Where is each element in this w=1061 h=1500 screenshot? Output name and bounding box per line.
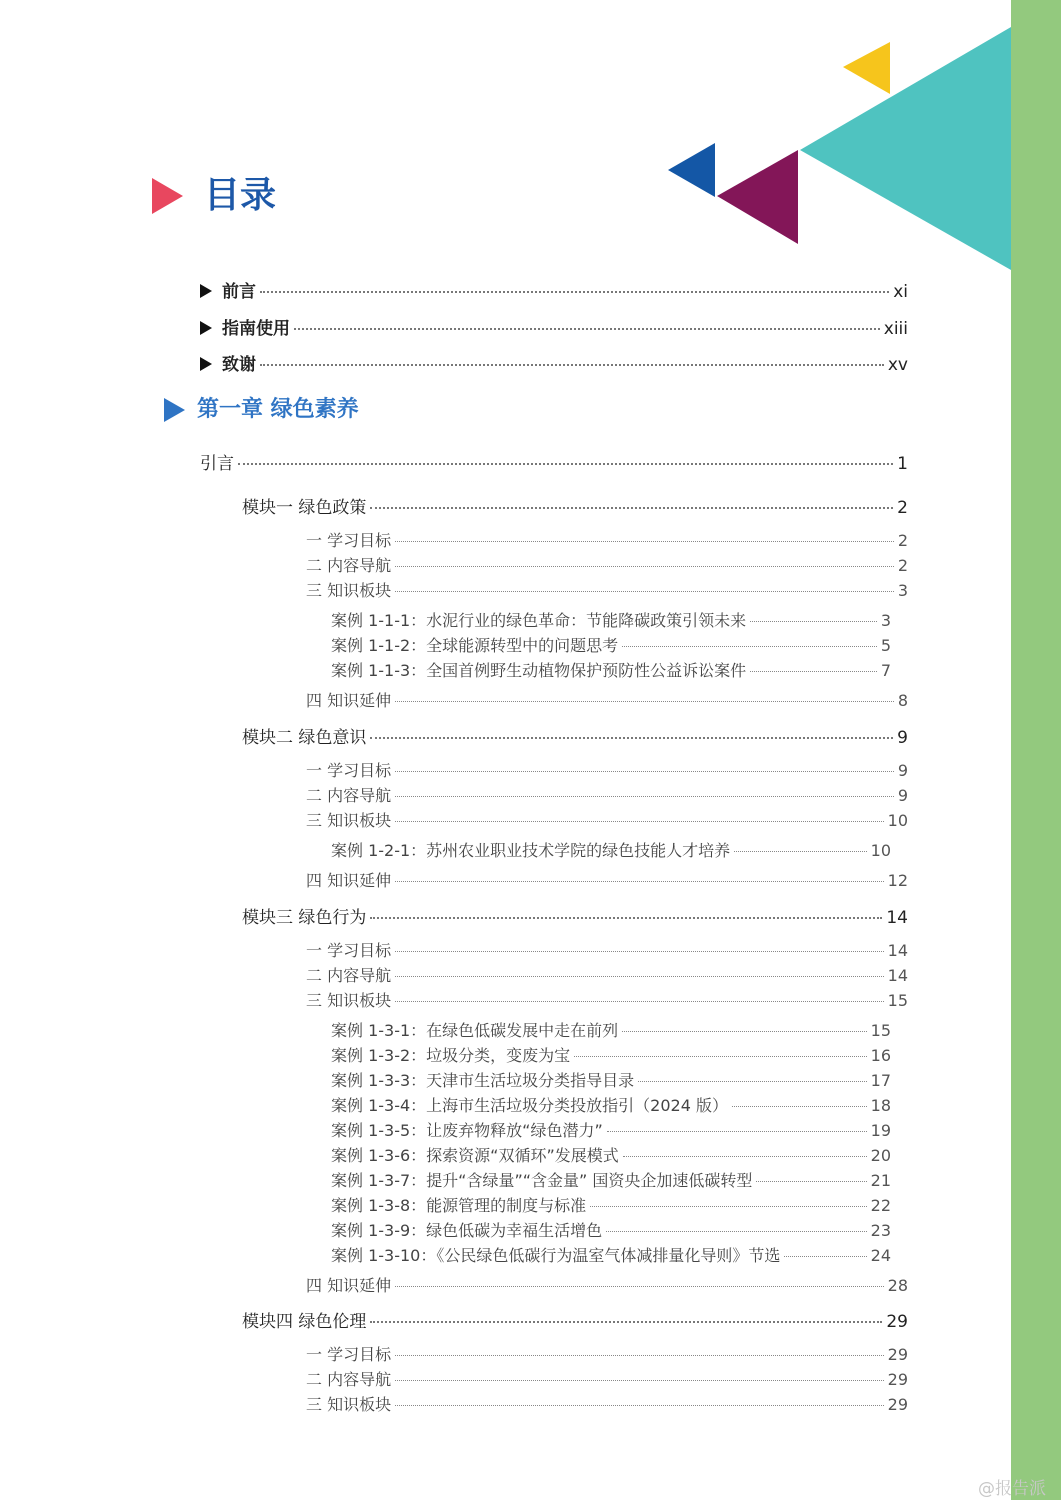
dot-leader (590, 1206, 866, 1207)
toc-section-entry[interactable] (306, 783, 908, 806)
entry-page-number: 29 (887, 1395, 908, 1414)
entry-label: 案例 1-3-6：探索资源“双循环”发展模式 (331, 1146, 619, 1165)
entry-page-number: 2 (897, 498, 908, 518)
entry-label: 引言 (200, 454, 234, 474)
dot-leader (370, 507, 893, 509)
toc-section-entry[interactable] (306, 988, 908, 1011)
toc-case-entry[interactable] (331, 1218, 891, 1241)
entry-label: 案例 1-1-2：全球能源转型中的问题思考 (331, 636, 619, 655)
entry-label: 案例 1-3-8：能源管理的制度与标准 (331, 1196, 587, 1215)
entry-label: 二 内容导航 (306, 786, 392, 805)
triangle-bullet-icon (200, 284, 212, 298)
entry-page-number: xi (893, 282, 908, 302)
entry-page-number: 9 (897, 786, 908, 805)
dot-leader (750, 671, 877, 672)
entry-label: 三 知识板块 (306, 1395, 392, 1414)
entry-label: 案例 1-2-1：苏州农业职业技术学院的绿色技能人才培养 (331, 841, 731, 860)
dot-leader (395, 591, 894, 592)
toc-module-entry[interactable] (242, 1307, 908, 1332)
toc-case-entry[interactable] (331, 1018, 891, 1041)
entry-label: 三 知识板块 (306, 991, 392, 1010)
entry-label: 四 知识延伸 (306, 871, 392, 890)
entry-label: 案例 1-3-2：垃圾分类，变废为宝 (331, 1046, 571, 1065)
entry-label: 前言 (222, 282, 256, 302)
entry-page-number: 29 (886, 1312, 908, 1332)
entry-label: 案例 1-3-1：在绿色低碳发展中走在前列 (331, 1021, 619, 1040)
chapter-heading[interactable] (164, 394, 359, 426)
entry-page-number: 22 (870, 1196, 891, 1215)
toc-case-entry[interactable] (331, 1193, 891, 1216)
toc-module-entry[interactable] (242, 493, 908, 518)
entry-page-number: 10 (887, 811, 908, 830)
toc-section-entry[interactable] (306, 808, 908, 831)
toc-case-entry[interactable] (331, 1043, 891, 1066)
toc-intro-entry[interactable] (200, 449, 908, 474)
dot-leader (622, 1031, 866, 1032)
entry-label: 案例 1-1-3：全国首例野生动植物保护预防性公益诉讼案件 (331, 661, 747, 680)
entry-label: 二 内容导航 (306, 1370, 392, 1389)
entry-label: 四 知识延伸 (306, 691, 392, 710)
entry-label: 案例 1-3-3：天津市生活垃圾分类指导目录 (331, 1071, 635, 1090)
toc-front-entry[interactable] (200, 314, 908, 339)
toc-section-entry[interactable] (306, 868, 908, 891)
dot-leader (395, 976, 884, 977)
entry-page-number: 17 (870, 1071, 891, 1090)
toc-front-entry[interactable] (200, 277, 908, 302)
toc-section-entry[interactable] (306, 1392, 908, 1415)
entry-page-number: 3 (897, 581, 908, 600)
dot-leader (395, 541, 894, 542)
entry-label: 致谢 (222, 355, 256, 375)
toc-section-entry[interactable] (306, 1367, 908, 1390)
toc-case-entry[interactable] (331, 608, 891, 631)
entry-page-number: 29 (887, 1345, 908, 1364)
toc-section-entry[interactable] (306, 688, 908, 711)
dot-leader (784, 1256, 866, 1257)
toc-case-entry[interactable] (331, 1143, 891, 1166)
entry-page-number: 14 (887, 966, 908, 985)
purple-triangle (717, 150, 798, 244)
entry-label: 三 知识板块 (306, 811, 392, 830)
entry-page-number: 14 (886, 908, 908, 928)
entry-page-number: 15 (887, 991, 908, 1010)
dot-leader (395, 701, 894, 702)
toc-section-entry[interactable] (306, 528, 908, 551)
dot-leader (395, 1380, 884, 1381)
dot-leader (238, 463, 893, 465)
dot-leader (260, 291, 889, 293)
entry-page-number: 12 (887, 871, 908, 890)
entry-label: 四 知识延伸 (306, 1276, 392, 1295)
triangle-bullet-icon (200, 357, 212, 371)
toc-section-entry[interactable] (306, 758, 908, 781)
decorative-triangles (0, 0, 1061, 300)
chapter-arrow-icon (164, 398, 185, 422)
toc-section-entry[interactable] (306, 553, 908, 576)
dot-leader (395, 821, 884, 822)
entry-page-number: 9 (897, 761, 908, 780)
entry-page-number: 9 (897, 728, 908, 748)
entry-page-number: 10 (870, 841, 891, 860)
entry-page-number: 5 (880, 636, 891, 655)
entry-page-number: 2 (897, 556, 908, 575)
dot-leader (370, 917, 882, 919)
entry-label: 案例 1-3-7：提升“含绿量”“含金量” 国资央企加速低碳转型 (331, 1171, 753, 1190)
dot-leader (370, 737, 893, 739)
dot-leader (260, 364, 884, 366)
entry-label: 案例 1-3-10：《公民绿色低碳行为温室气体减排量化导则》节选 (331, 1246, 781, 1265)
entry-label: 模块四 绿色伦理 (242, 1312, 367, 1332)
entry-page-number: 20 (870, 1146, 891, 1165)
chapter-title: 第一章 绿色素养 (197, 397, 359, 422)
toc-case-entry[interactable] (331, 658, 891, 681)
dot-leader (756, 1181, 866, 1182)
entry-page-number: 7 (880, 661, 891, 680)
dot-leader (607, 1131, 867, 1132)
dot-leader (638, 1081, 866, 1082)
toc-module-entry[interactable] (242, 903, 908, 928)
entry-page-number: 1 (897, 454, 908, 474)
toc-case-entry[interactable] (331, 838, 891, 861)
entry-label: 一 学习目标 (306, 941, 392, 960)
entry-page-number: 24 (870, 1246, 891, 1265)
entry-label: 案例 1-3-4：上海市生活垃圾分类投放指引（2024 版） (331, 1096, 728, 1115)
entry-page-number: 21 (870, 1171, 891, 1190)
dot-leader (622, 646, 877, 647)
entry-label: 案例 1-3-9：绿色低碳为幸福生活增色 (331, 1221, 603, 1240)
dot-leader (395, 1001, 884, 1002)
entry-label: 一 学习目标 (306, 1345, 392, 1364)
toc-section-entry[interactable] (306, 578, 908, 601)
dot-leader (370, 1321, 882, 1323)
toc-case-entry[interactable] (331, 1243, 891, 1266)
entry-page-number: 14 (887, 941, 908, 960)
dot-leader (395, 1286, 884, 1287)
dot-leader (395, 881, 884, 882)
watermark: @报告派 (978, 1479, 1046, 1499)
entry-page-number: 28 (887, 1276, 908, 1295)
toc-front-entry[interactable] (200, 350, 908, 375)
dot-leader (395, 1355, 884, 1356)
entry-page-number: 3 (880, 611, 891, 630)
entry-page-number: 16 (870, 1046, 891, 1065)
toc-module-entry[interactable] (242, 723, 908, 748)
entry-label: 二 内容导航 (306, 556, 392, 575)
entry-page-number: 29 (887, 1370, 908, 1389)
entry-label: 案例 1-1-1：水泥行业的绿色革命：节能降碳政策引领未来 (331, 611, 747, 630)
dot-leader (294, 328, 880, 330)
entry-label: 模块三 绿色行为 (242, 908, 367, 928)
entry-label: 指南使用 (222, 319, 290, 339)
toc-case-entry[interactable] (331, 633, 891, 656)
entry-page-number: 15 (870, 1021, 891, 1040)
teal-triangle (800, 27, 1011, 270)
dot-leader (732, 1106, 867, 1107)
dot-leader (606, 1231, 866, 1232)
dot-leader (734, 851, 866, 852)
dot-leader (395, 796, 894, 797)
dot-leader (574, 1056, 866, 1057)
dot-leader (395, 1405, 884, 1406)
toc-section-entry[interactable] (306, 938, 908, 961)
dot-leader (395, 566, 894, 567)
entry-label: 一 学习目标 (306, 531, 392, 550)
toc-case-entry[interactable] (331, 1168, 891, 1191)
entry-page-number: 2 (897, 531, 908, 550)
dot-leader (750, 621, 877, 622)
dot-leader (395, 771, 894, 772)
toc-case-entry[interactable] (331, 1093, 891, 1116)
entry-label: 二 内容导航 (306, 966, 392, 985)
entry-page-number: 19 (870, 1121, 891, 1140)
entry-page-number: 8 (897, 691, 908, 710)
yellow-triangle (843, 42, 890, 94)
toc-section-entry[interactable] (306, 1273, 908, 1296)
entry-label: 模块二 绿色意识 (242, 728, 367, 748)
page-title: 目录 (204, 175, 277, 216)
dot-leader (395, 951, 884, 952)
entry-page-number: xiii (883, 319, 908, 339)
entry-label: 一 学习目标 (306, 761, 392, 780)
entry-label: 案例 1-3-5：让废弃物释放“绿色潜力” (331, 1121, 603, 1140)
entry-label: 三 知识板块 (306, 581, 392, 600)
blue-triangle (668, 143, 715, 197)
dot-leader (623, 1156, 867, 1157)
toc-case-entry[interactable] (331, 1118, 891, 1141)
triangle-bullet-icon (200, 321, 212, 335)
toc-case-entry[interactable] (331, 1068, 891, 1091)
entry-page-number: 18 (870, 1096, 891, 1115)
toc-section-entry[interactable] (306, 1342, 908, 1365)
title-arrow-icon (152, 178, 183, 214)
entry-page-number: xv (887, 355, 908, 375)
entry-label: 模块一 绿色政策 (242, 498, 367, 518)
toc-section-entry[interactable] (306, 963, 908, 986)
entry-page-number: 23 (870, 1221, 891, 1240)
